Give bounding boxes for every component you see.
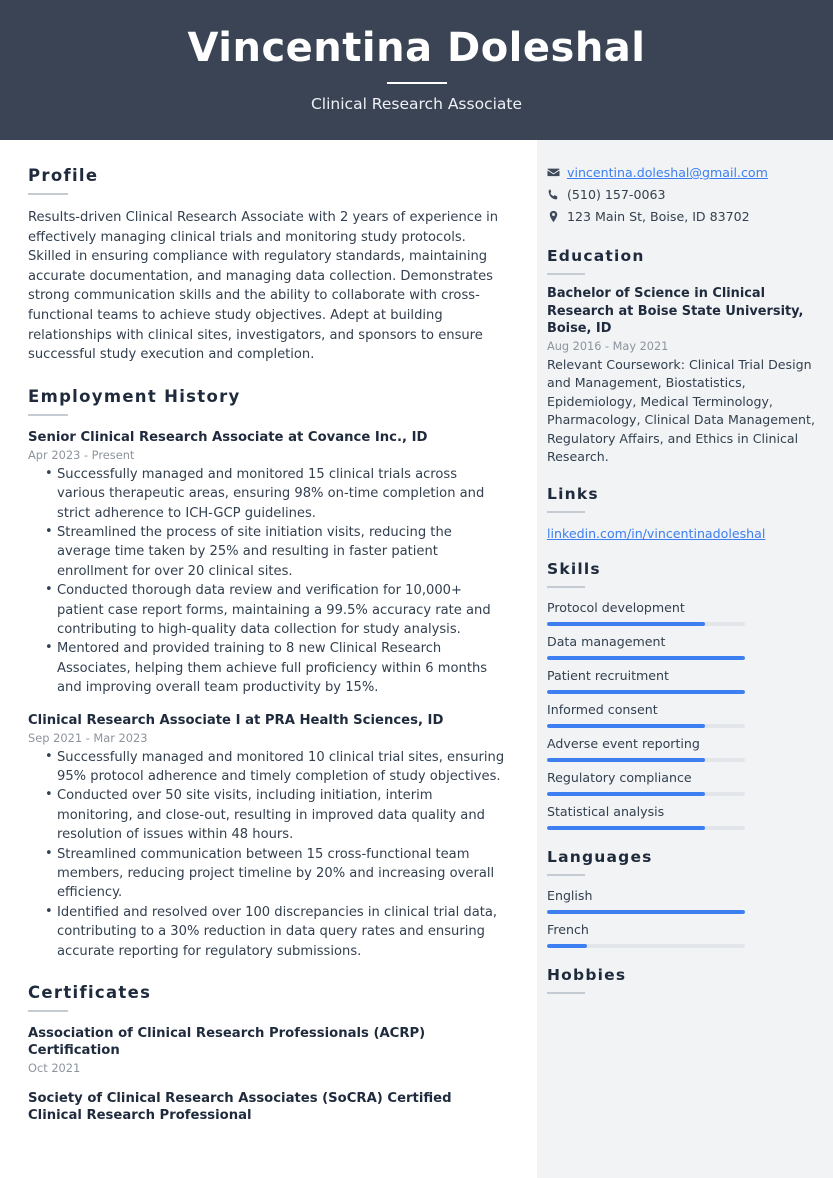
certificates-section xyxy=(28,983,507,1124)
job-bullet: • Conducted thorough data review and verification for 10,000+ patient case report forms, maintaining a 99.5% accuracy rate and contributing to high-quality data collection for study analysis. xyxy=(45,581,507,639)
skill-level-bar-fill xyxy=(547,758,705,762)
languages-section xyxy=(547,848,833,948)
languages-heading: Languages xyxy=(547,848,653,867)
skills-heading: Skills xyxy=(547,560,601,579)
profile-section xyxy=(28,166,507,365)
skill-level-bar-fill xyxy=(547,826,705,830)
section-rule xyxy=(28,193,68,195)
skill-level-bar xyxy=(547,758,745,762)
sidebar-column xyxy=(537,140,833,1178)
certificates-heading: Certificates xyxy=(28,983,152,1003)
skill-label: Patient recruitment xyxy=(547,668,669,684)
certificate-date: Oct 2021 xyxy=(28,1061,81,1076)
section-rule xyxy=(547,586,585,588)
skill-level-row xyxy=(547,666,833,694)
profile-link[interactable]: linkedin.com/in/vincentinadoleshal xyxy=(547,526,766,542)
job-bullet: • Identified and resolved over 100 discrepancies in clinical trial data, contributing to a 30% reduction in data query rates and ensuring accurate reporting for regulatory submissions. xyxy=(45,903,507,961)
main-column xyxy=(0,140,537,1178)
degree-date-range: Aug 2016 - May 2021 xyxy=(547,339,669,353)
degree-title: Bachelor of Science in Clinical Research at Boise State University, Boise, ID xyxy=(547,286,804,336)
header-divider xyxy=(387,82,447,84)
skill-level-bar xyxy=(547,724,745,728)
language-label: English xyxy=(547,888,593,904)
skill-label: Informed consent xyxy=(547,702,658,718)
education-heading: Education xyxy=(547,247,645,265)
skills-list xyxy=(547,598,833,830)
skill-level-row xyxy=(547,632,833,660)
section-rule xyxy=(547,992,585,994)
job-bullet: • Successfully managed and monitored 10 clinical trial sites, ensuring 95% protocol adherence and timely completion of study objectives. xyxy=(45,748,507,787)
section-rule xyxy=(547,511,585,513)
skill-level-row xyxy=(547,802,833,830)
contact-row xyxy=(547,184,833,205)
section-rule xyxy=(28,1010,68,1012)
skill-label: Protocol development xyxy=(547,600,685,616)
skill-level-bar xyxy=(547,622,745,626)
education-list xyxy=(547,285,833,467)
language-level-row xyxy=(547,920,833,948)
hobbies-heading: Hobbies xyxy=(547,966,627,985)
contact-list xyxy=(547,162,833,227)
skill-level-row xyxy=(547,700,833,728)
contact-row[interactable] xyxy=(547,162,833,183)
section-rule xyxy=(547,273,585,275)
certificate-entry xyxy=(28,1025,507,1076)
job-bullet: • Streamlined communication between 15 cross-functional team members, reducing project timeline by 20% and increasing overall efficiency. xyxy=(45,845,507,903)
resume-body xyxy=(0,140,833,1178)
language-level-bar xyxy=(547,910,745,914)
employment-heading: Employment History xyxy=(28,386,241,406)
certificate-entry xyxy=(28,1090,507,1124)
job-bullet: • Streamlined the process of site initiation visits, reducing the average time taken by 25% and resulting in faster patient enrollment for over 20 clinical sites. xyxy=(45,523,507,581)
address-text: 123 Main St, Boise, ID 83702 xyxy=(567,209,750,224)
employment-section xyxy=(28,387,507,961)
resume-header xyxy=(0,0,833,140)
job-bullet: • Conducted over 50 site visits, including initiation, interim monitoring, and close-out, resulting in improved data quality and resolution of issues within 48 hours. xyxy=(45,786,507,844)
section-rule xyxy=(28,414,68,416)
employment-entry xyxy=(28,712,507,961)
job-bullet: • Successfully managed and monitored 15 clinical trials across various therapeutic areas, ensuring 98% on-time completion and strict adherence to ICH-GCP guidelines. xyxy=(45,465,507,523)
envelope-icon xyxy=(547,166,567,179)
skill-level-bar-fill xyxy=(547,792,705,796)
profile-heading: Profile xyxy=(28,166,99,185)
job-title: Clinical Research Associate I at PRA Health Sciences, ID xyxy=(28,712,444,728)
profile-text: Results-driven Clinical Research Associate with 2 years of experience in effectively managing clinical trials and monitoring study protocols. Skilled in ensuring compliance with regulatory standards, maintaining accurate documentation, and managing data collection. Demonstrates strong communication skills and the ability to collaborate with cross-functional teams to achieve study objectives. Adept at building relationships with clinical sites, investigators, and sponsors to ensure successful study execution and completion. xyxy=(28,210,499,363)
skill-level-row xyxy=(547,768,833,796)
skills-section xyxy=(547,560,833,830)
skill-level-bar-fill xyxy=(547,656,745,660)
job-bullet-list xyxy=(28,465,507,698)
skill-label: Statistical analysis xyxy=(547,804,665,820)
phone-text: (510) 157-0063 xyxy=(567,187,666,202)
links-section xyxy=(547,485,833,542)
language-level-bar-fill xyxy=(547,944,587,948)
email-link[interactable]: vincentina.doleshal@gmail.com xyxy=(567,165,768,180)
language-level-bar xyxy=(547,944,745,948)
links-heading: Links xyxy=(547,485,599,504)
contact-row xyxy=(547,206,833,227)
job-date-range: Sep 2021 - Mar 2023 xyxy=(28,730,148,745)
job-date-range: Apr 2023 - Present xyxy=(28,447,135,462)
links-list xyxy=(547,523,833,542)
skill-level-bar xyxy=(547,690,745,694)
employment-entry xyxy=(28,429,507,698)
language-level-bar-fill xyxy=(547,910,745,914)
job-title: Senior Clinical Research Associate at Covance Inc., ID xyxy=(28,429,428,445)
skill-level-bar-fill xyxy=(547,622,705,626)
job-bullet-list xyxy=(28,748,507,961)
skill-label: Adverse event reporting xyxy=(547,736,700,752)
skill-level-row xyxy=(547,734,833,762)
map-pin-icon xyxy=(547,210,567,223)
hobbies-section xyxy=(547,966,833,994)
phone-icon xyxy=(547,188,567,201)
skill-label: Regulatory compliance xyxy=(547,770,692,786)
language-label: French xyxy=(547,922,589,938)
candidate-job-title: Clinical Research Associate xyxy=(310,95,523,113)
education-section xyxy=(547,247,833,467)
certificate-title: Association of Clinical Research Professionals (ACRP) Certification xyxy=(28,1026,426,1059)
language-level-row xyxy=(547,886,833,914)
skill-level-bar-fill xyxy=(547,690,745,694)
skill-level-bar-fill xyxy=(547,724,705,728)
skill-level-bar xyxy=(547,792,745,796)
languages-list xyxy=(547,886,833,948)
skill-level-row xyxy=(547,598,833,626)
job-bullet: • Mentored and provided training to 8 new Clinical Research Associates, helping them achieve full proficiency within 6 months and improving overall team productivity by 15%. xyxy=(45,639,507,697)
employment-list xyxy=(28,429,507,961)
skill-label: Data management xyxy=(547,634,666,650)
section-rule xyxy=(547,874,585,876)
candidate-name: Vincentina Doleshal xyxy=(187,25,646,71)
skill-level-bar xyxy=(547,656,745,660)
certificate-title: Society of Clinical Research Associates (SoCRA) Certified Clinical Research Professional xyxy=(28,1091,452,1124)
education-entry xyxy=(547,285,833,467)
certificates-list xyxy=(28,1025,507,1124)
degree-description: Relevant Coursework: Clinical Trial Design and Management, Biostatistics, Epidemiology, Medical Terminology, Pharmacology, Clinical Data Management, Regulatory Affairs, and Ethics in Clinical Research. xyxy=(547,356,815,465)
skill-level-bar xyxy=(547,826,745,830)
